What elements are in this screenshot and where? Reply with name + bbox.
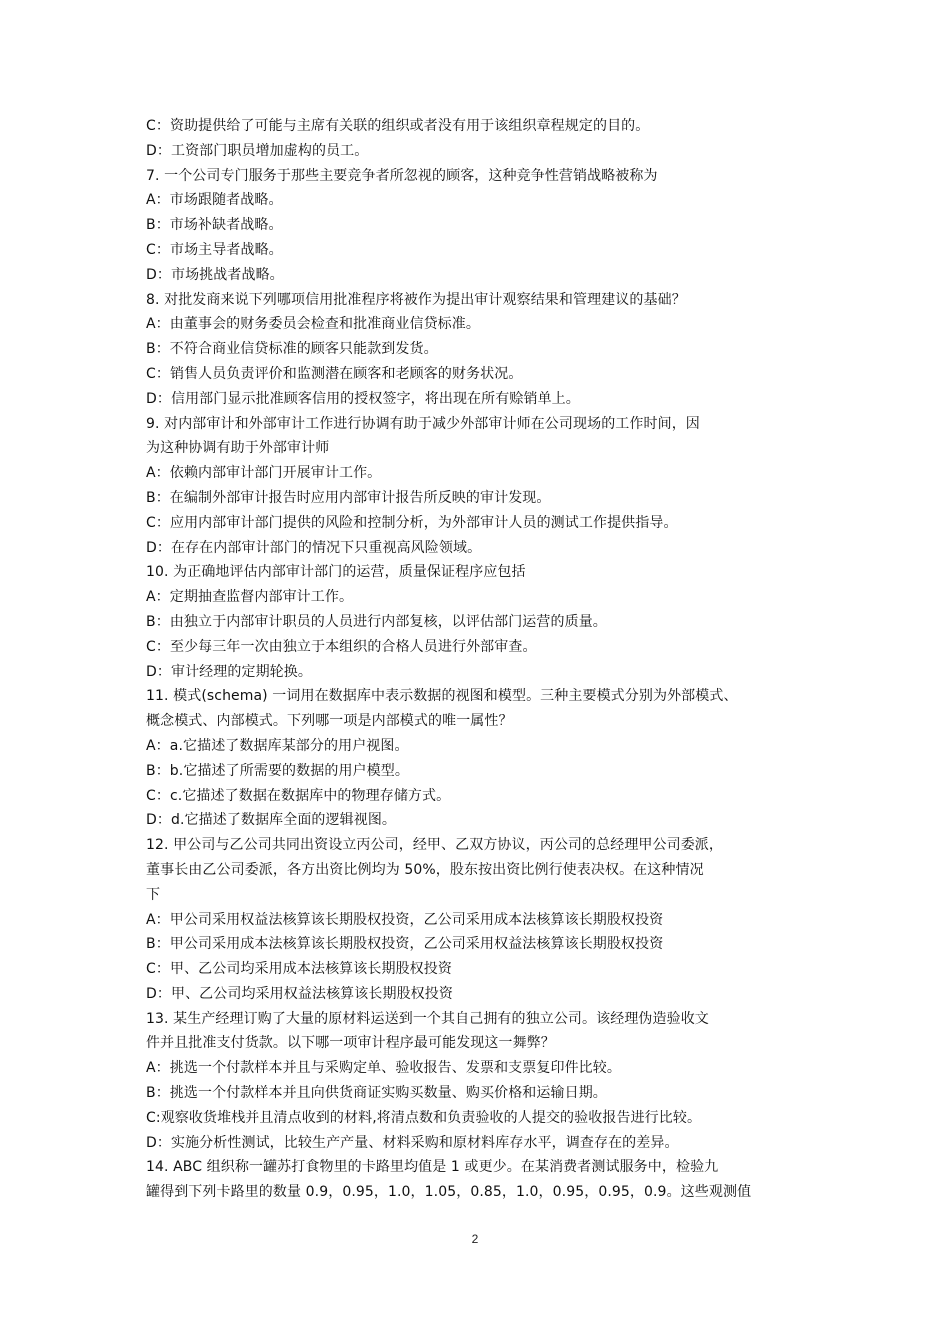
text-line: 件并且批准支付货款。以下哪一项审计程序最可能发现这一舞弊？ (146, 1035, 555, 1052)
text-line: C：甲、乙公司均采用成本法核算该长期股权投资 (146, 961, 452, 978)
page-body-text (146, 114, 814, 1205)
text-line: 10. 为正确地评估内部审计部门的运营，质量保证程序应包括 (146, 564, 526, 581)
text-line: A：市场跟随者战略。 (146, 192, 283, 209)
text-line: A：a.它描述了数据库某部分的用户视图。 (146, 737, 409, 754)
text-line: B：甲公司采用成本法核算该长期股权投资，乙公司采用权益法核算该长期股权投资 (146, 936, 664, 953)
text-line: 7. 一个公司专门服务于那些主要竞争者所忽视的顾客，这种竞争性营销战略被称为 (146, 167, 658, 184)
text-line: C：应用内部审计部门提供的风险和控制分析，为外部审计人员的测试工作提供指导。 (146, 514, 678, 531)
text-line: D：d.它描述了数据库全面的逻辑视图。 (146, 812, 397, 829)
text-line: 12. 甲公司与乙公司共同出资设立丙公司，经甲、乙双方协议，丙公司的总经理甲公司委派， (146, 837, 724, 854)
text-line: 13. 某生产经理订购了大量的原材料运送到一个其自己拥有的独立公司。该经理伪造验收文 (146, 1010, 709, 1027)
text-line: 罐得到下列卡路里的数量 0.9，0.95，1.0，1.05，0.85，1.0，0.95，0.95，0.9。这些观测值 (146, 1184, 752, 1201)
text-line: A：由董事会的财务委员会检查和批准商业信贷标准。 (146, 316, 480, 333)
text-line: C：至少每三年一次由独立于本组织的合格人员进行外部审查。 (146, 638, 537, 655)
text-line: 为这种协调有助于外部审计师 (146, 440, 330, 457)
text-line: C：资助提供给了可能与主席有关联的组织或者没有用于该组织章程规定的目的。 (146, 118, 650, 134)
text-line: C：市场主导者战略。 (146, 241, 283, 258)
text-line: B：b.它描述了所需要的数据的用户模型。 (146, 762, 409, 779)
text-line: D：实施分析性测试，比较生产产量、材料采购和原材料库存水平，调查存在的差异。 (146, 1134, 679, 1151)
text-line: B：不符合商业信贷标准的顾客只能款到发货。 (146, 341, 438, 358)
text-line: D：信用部门显示批准顾客信用的授权签字，将出现在所有赊销单上。 (146, 390, 580, 407)
text-line: D：市场挑战者战略。 (146, 266, 284, 283)
text-line: A：挑选一个付款样本并且与采购定单、验收报告、发票和支票复印件比较。 (146, 1060, 621, 1077)
text-line: D：在存在内部审计部门的情况下只重视高风险领域。 (146, 539, 482, 556)
text-line: D：甲、乙公司均采用权益法核算该长期股权投资 (146, 985, 453, 1002)
text-line: D：工资部门职员增加虚构的员工。 (146, 142, 369, 159)
text-line: A：依赖内部审计部门开展审计工作。 (146, 465, 382, 482)
text-line: C:观察收货堆栈并且清点收到的材料,将清点数和负责验收的人提交的验收报告进行比较。 (146, 1109, 702, 1126)
text-line: B：市场补缺者战略。 (146, 217, 283, 234)
text-line: C：c.它描述了数据在数据库中的物理存储方式。 (146, 787, 451, 804)
text-line: 14. ABC 组织称一罐苏打食物里的卡路里均值是 1 或更少。在某消费者测试服务中，检验九 (146, 1159, 719, 1176)
text-line: B：由独立于内部审计职员的人员进行内部复核，以评估部门运营的质量。 (146, 613, 607, 630)
text-line: A：甲公司采用权益法核算该长期股权投资，乙公司采用成本法核算该长期股权投资 (146, 911, 664, 928)
page-number: 2 (471, 1232, 479, 1246)
text-line: B：在编制外部审计报告时应用内部审计报告所反映的审计发现。 (146, 489, 551, 506)
text-line: D：审计经理的定期轮换。 (146, 663, 312, 680)
text-line: 9. 对内部审计和外部审计工作进行协调有助于减少外部审计师在公司现场的工作时间，因 (146, 415, 700, 432)
text-line: 11. 模式(schema) 一词用在数据库中表示数据的视图和模型。三种主要模式分别为外部模式、 (146, 688, 738, 705)
text-line: A：定期抽查监督内部审计工作。 (146, 589, 354, 606)
text-line: 概念模式、内部模式。下列哪一项是内部模式的唯一属性？ (146, 713, 513, 730)
text-line: 下 (146, 886, 161, 903)
text-line: B：挑选一个付款样本并且向供货商证实购买数量、购买价格和运输日期。 (146, 1085, 607, 1102)
text-line: C：销售人员负责评价和监测潜在顾客和老顾客的财务状况。 (146, 365, 523, 382)
text-line: 8. 对批发商来说下列哪项信用批准程序将被作为提出审计观察结果和管理建议的基础？ (146, 291, 686, 308)
text-line: 董事长由乙公司委派，各方出资比例均为 50%，股东按出资比例行使表决权。在这种情况 (146, 861, 704, 878)
